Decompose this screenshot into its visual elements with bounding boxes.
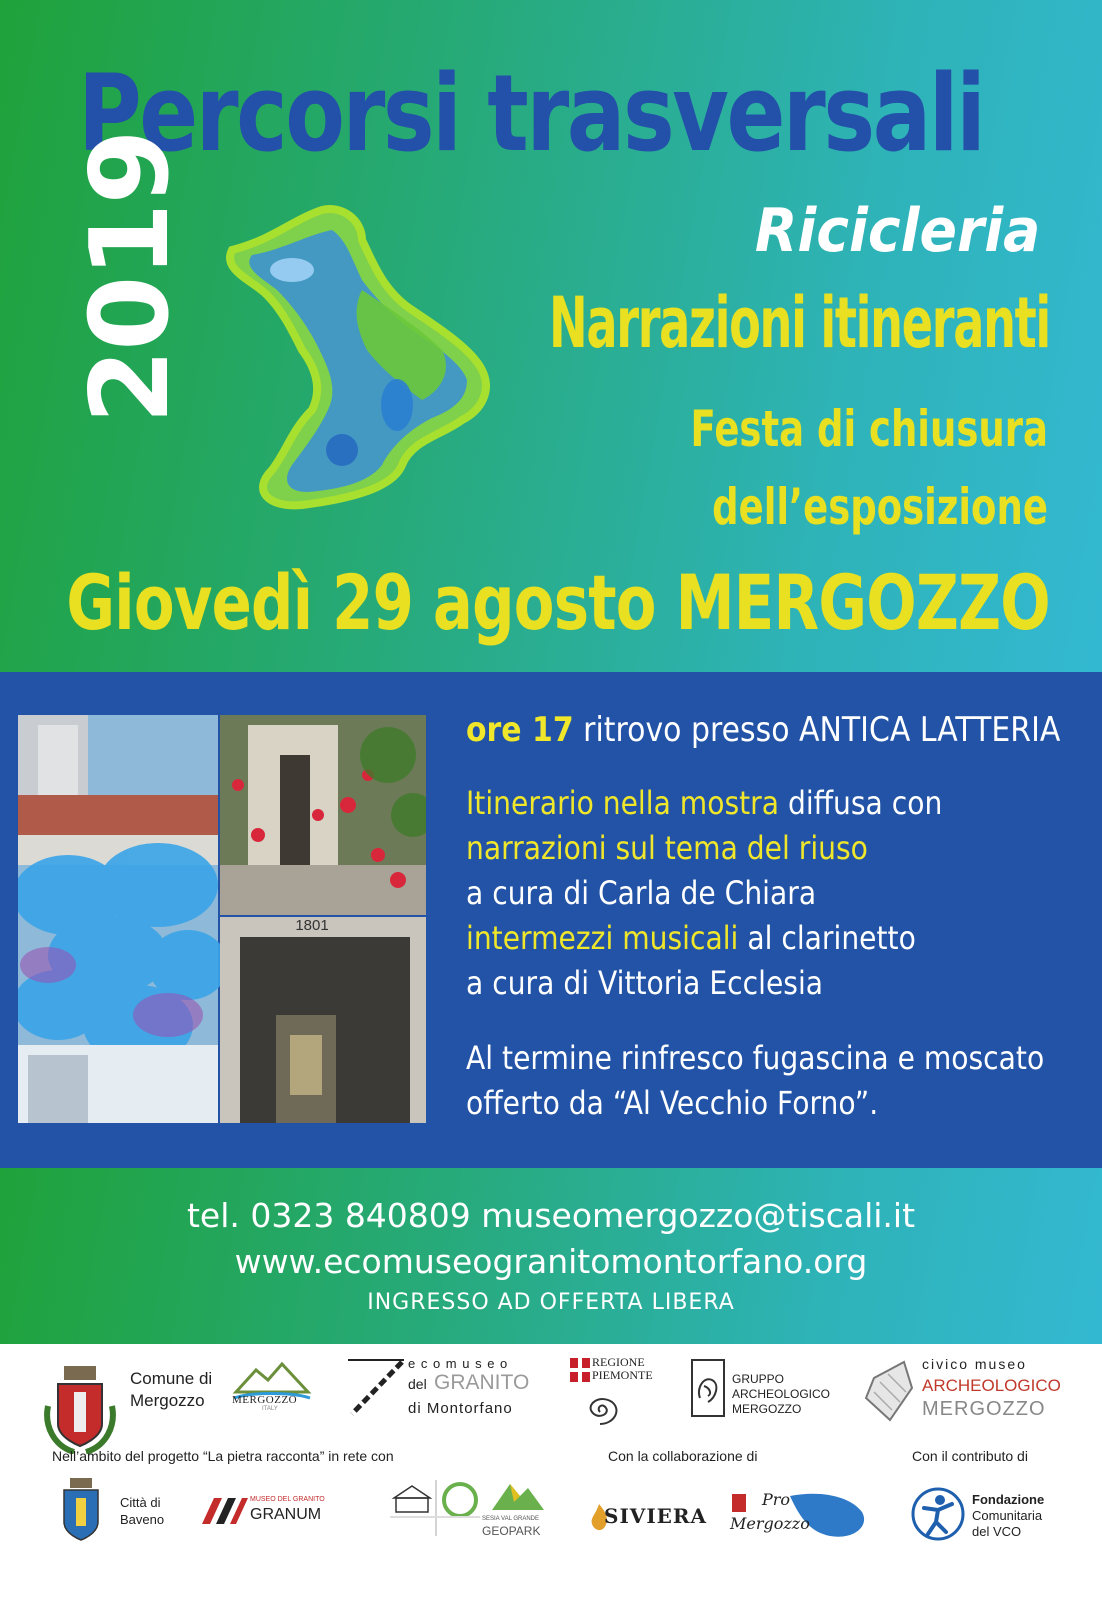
regione-label	[592, 1356, 653, 1382]
comune-label	[130, 1368, 212, 1412]
itinerary-highlight: Itinerario nella mostra	[466, 784, 779, 822]
fondazione-label	[972, 1492, 1044, 1540]
subtitle-festa-line1: Festa di chiusura	[690, 400, 1048, 458]
regione-line1: REGIONE	[592, 1355, 645, 1369]
ecomuseo-line1: e c o m u s e o	[408, 1356, 509, 1371]
project-note: Nell’ambito del progetto “La pietra racconta” in rete con	[52, 1448, 394, 1464]
granum-name: GRANUM	[250, 1506, 322, 1523]
phone-email: tel. 0323 840809 museomergozzo@tiscali.it	[186, 1196, 916, 1235]
civico-line3: MERGOZZO	[922, 1398, 1046, 1420]
subtitle-ricicleria: Ricicleria	[754, 196, 1040, 266]
program-time: ore 17	[466, 710, 574, 750]
comune-line1: Comune di	[130, 1369, 213, 1388]
gruppo-line1: GRUPPO	[732, 1372, 785, 1386]
ecomuseo-line2b: GRANITO	[434, 1371, 530, 1394]
unesco-geoparks-icon	[390, 1476, 484, 1538]
fondazione-line1: Fondazione	[972, 1492, 1045, 1507]
program-line6: Al termine rinfresco fugascina e moscato	[466, 1039, 1045, 1077]
website[interactable]: www.ecomuseogranitomontorfano.org	[234, 1242, 868, 1281]
geopark-line2: GEOPARK	[482, 1524, 541, 1538]
baveno-line2: Baveno	[120, 1512, 165, 1527]
geopark-line1: SESIA VAL GRANDE	[482, 1516, 540, 1522]
itinerary-rest: diffusa con	[778, 784, 943, 822]
mergozzo-italy: ITALY	[262, 1406, 278, 1412]
regione-flag-icon	[570, 1358, 590, 1382]
ecomuseo-line3: di Montorfano	[408, 1400, 513, 1417]
civico-line2: ARCHEOLOGICO	[922, 1376, 1061, 1395]
ecomuseo-line2a: del	[408, 1376, 427, 1392]
fondazione-line3: del VCO	[972, 1524, 1022, 1539]
mergozzo-crest-icon	[44, 1366, 116, 1454]
granum-small: MUSEO DEL GRANITO	[250, 1496, 325, 1503]
ecomuseo-stick-icon	[346, 1358, 406, 1418]
granum-stripes-icon	[200, 1496, 250, 1526]
spiral-hand-icon	[572, 1394, 628, 1428]
program-line7: offerto da “Al Vecchio Forno”.	[466, 1084, 879, 1122]
program-line1	[466, 781, 1060, 826]
gruppo-archeologico-icon	[690, 1358, 726, 1418]
event-date: Giovedì 29 agosto MERGOZZO	[66, 558, 1050, 647]
fondazione-line2: Comunitaria	[972, 1508, 1043, 1523]
baveno-crest-icon	[56, 1478, 106, 1544]
geopark-mountain-icon	[488, 1478, 548, 1514]
program-text	[466, 708, 1060, 1126]
poster-title: Percorsi trasversali	[78, 52, 984, 175]
regione-line2: PIEMONTE	[592, 1368, 653, 1382]
collab-note: Con la collaborazione di	[608, 1448, 758, 1464]
contrib-note: Con il contributo di	[912, 1448, 1028, 1464]
gruppo-line2: ARCHEOLOGICO	[732, 1387, 831, 1401]
music-rest: al clarinetto	[738, 919, 916, 957]
header-banner	[0, 0, 1102, 672]
pro-mergozzo-label: Mergozzo	[730, 1514, 810, 1533]
poster-year: 2019	[68, 131, 193, 424]
comune-line2: Mergozzo	[130, 1391, 205, 1410]
subtitle-narrazioni: Narrazioni itineranti	[549, 282, 1050, 364]
entry-note: INGRESSO AD OFFERTA LIBERA	[367, 1290, 735, 1315]
gruppo-line3: MERGOZZO	[732, 1402, 802, 1416]
photo-collage	[18, 715, 426, 1123]
program-meeting: ritrovo presso ANTICA LATTERIA	[573, 710, 1061, 750]
gruppo-label	[732, 1372, 830, 1417]
mergozzo-logo-text: MERGOZZO	[232, 1394, 298, 1406]
program-line3: a cura di Carla de Chiara	[466, 874, 817, 912]
music-highlight: intermezzi musicali	[466, 919, 739, 957]
subtitle-festa	[691, 390, 1048, 546]
program-time-line	[466, 708, 1060, 753]
arrowhead-icon	[860, 1358, 916, 1424]
subtitle-festa-line2: dell’esposizione	[712, 478, 1048, 536]
program-line4	[466, 916, 1060, 961]
pro-label: Pro	[762, 1490, 791, 1509]
photo-year-number: 1801	[295, 917, 329, 934]
program-line5: a cura di Vittoria Ecclesia	[466, 964, 824, 1002]
siviera-name: SIVIERA	[604, 1504, 708, 1528]
baveno-label	[120, 1494, 164, 1528]
civico-line1: civico museo	[922, 1356, 1027, 1372]
contact-banner	[0, 1168, 1102, 1344]
sponsor-area	[0, 1344, 1102, 1600]
program-line2: narrazioni sul tema del riuso	[466, 829, 868, 867]
fondazione-figure-icon	[910, 1486, 966, 1542]
lake-map-illustration	[212, 200, 512, 520]
baveno-line1: Città di	[120, 1495, 161, 1510]
